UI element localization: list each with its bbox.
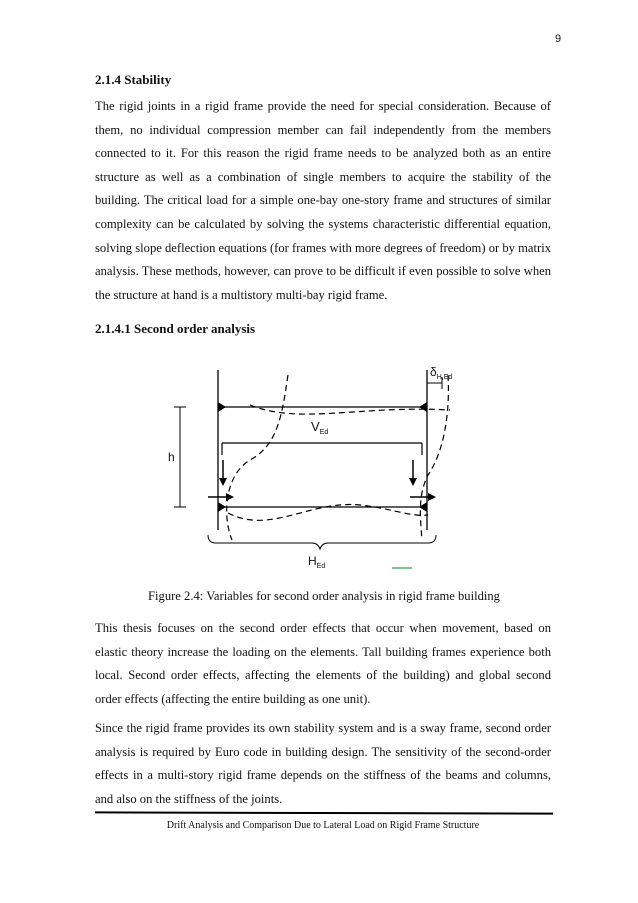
horizontal-brace	[208, 535, 436, 549]
footer-text: Drift Analysis and Comparison Due to Lateral Load on Rigid Frame Structure	[166, 820, 480, 831]
footer-rule	[95, 811, 553, 814]
section-heading: 2.1.4 Stability	[95, 72, 172, 87]
figure-caption: Figure 2.4: Variables for second order analysis in rigid frame building	[148, 589, 500, 603]
label-v-ed: $V_{Ed}$	[311, 419, 329, 436]
deformed-left-column	[227, 375, 288, 540]
label-h-ed: $H_{Ed}$	[308, 554, 326, 570]
joint-top-left	[218, 402, 226, 412]
paragraph-sway-frame: Since the rigid frame provides its own stability system and is a sway frame, second order analysis is required by Euro code in building design. The sensitivity of the second-order effects in a multi-story rigid frame depends on the stiffness of the beams and columns, and also on the stiffness of the joints.	[95, 721, 551, 806]
paragraph-stability: The rigid joints in a rigid frame provide the need for special consideration. Because of them, no individual compression member can fail independently from the members connected to it. For this reason the rigid frame needs to be analyzed both as an entire structure as well as a combination of single members to acquire the stability of the building. The critical load for a simple one-bay one-story frame and structures of similar complexity can be calculated by solving the systems characteristic differential equation, solving slope deflection equations (for frames with more degrees of freedom) or by matrix analysis. These methods, however, can prove to be difficult if even possible to solve when the structure at hand is a multistory multi-bay rigid frame.	[95, 99, 551, 302]
label-h: h	[168, 450, 175, 464]
label-delta: $\delta_{H,Ed}$	[430, 365, 453, 381]
second-order-analysis-figure	[160, 365, 460, 575]
joint-bottom-left	[218, 502, 226, 512]
subsection-heading: 2.1.4.1 Second order analysis	[95, 321, 256, 336]
paragraph-second-order: This thesis focuses on the second order effects that occur when movement, based on elastic theory increase the loading on the elements. Tall building frames experience both local. Second order effects, affecting the elements of the building) and global second order effects (affecting the entire building as one unit).	[95, 621, 551, 706]
joint-top-right	[419, 402, 427, 412]
page-number: 9	[555, 33, 562, 45]
